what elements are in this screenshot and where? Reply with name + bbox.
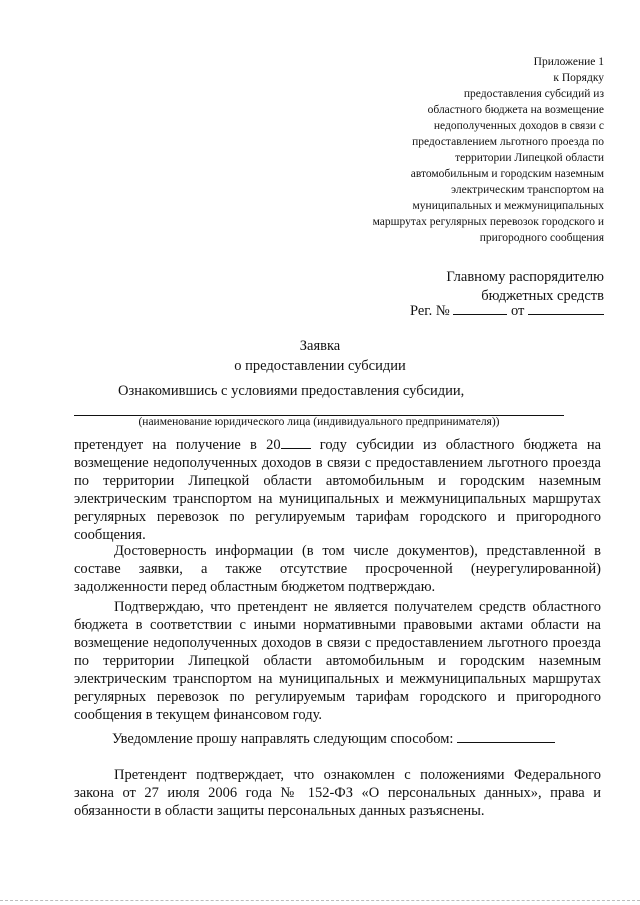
- notification-line: [112, 730, 555, 748]
- appendix-line: недополученных доходов в связи с: [433, 120, 604, 132]
- appendix-line: к Порядку: [553, 72, 604, 84]
- paragraph-2: Достоверность информации (в том числе документов), представленной в составе заявки, а также отсутствие просроченной (неурегулированной) задолженности перед областным бюджетом подтверждаю.: [74, 543, 601, 595]
- paragraph-1-rest: году субсидии из областного бюджета на возмещение недополученных доходов в связи с предоставлением льготного проезда по территории Липецкой области автомобильным и городским наземным электрическим транспортом на муниципальных и межмуниципальных маршрутах регулярных перевозок по регулируемым тарифам городского и пригородного сообщения.: [74, 437, 602, 543]
- scan-edge-divider: [0, 900, 640, 901]
- appendix-line: областного бюджета на возмещение: [427, 104, 604, 116]
- appendix-line: муниципальных и межмуниципальных: [412, 200, 604, 212]
- reg-date-label: от: [510, 303, 525, 319]
- application-subtitle: о предоставлении субсидии: [234, 358, 406, 374]
- reg-number-label: Рег. №: [410, 303, 450, 319]
- application-title: Заявка: [299, 338, 341, 354]
- paragraph-3: Подтверждаю, что претендент не является получателем средств областного бюджета в соответствии с иными нормативными правовыми актами области на возмещение недополученных доходов в связи с предоставлением льготного проезда по территории Липецкой области автомобильным и городским наземным электрическим транспортом на муниципальных и межмуниципальных маршрутах регулярных перевозок по регулируемым тарифам городского и пригородного сообщения в текущем финансовом году.: [74, 599, 601, 723]
- appendix-line: пригородного сообщения: [479, 232, 604, 244]
- appendix-line: маршрутах регулярных перевозок городского и: [372, 216, 604, 228]
- appendix-header: [304, 54, 604, 246]
- recipient-line-1: Главному распорядителю: [446, 269, 604, 285]
- appendix-line: автомобильным и городским наземным: [410, 168, 604, 180]
- applicant-name-caption: (наименование юридического лица (индивидуального предпринимателя)): [138, 416, 500, 428]
- reg-number-blank[interactable]: [453, 302, 507, 315]
- paragraph-1: [74, 436, 601, 544]
- appendix-line: электрическим транспортом на: [451, 184, 604, 196]
- notification-label: Уведомление прошу направлять следующим способом:: [112, 731, 454, 747]
- year-blank[interactable]: [281, 436, 311, 449]
- appendix-line: предоставления субсидий из: [463, 88, 604, 100]
- reg-date-blank[interactable]: [528, 302, 604, 315]
- appendix-line: территории Липецкой области: [455, 152, 604, 164]
- notification-method-blank[interactable]: [457, 730, 555, 743]
- intro-text: Ознакомившись с условиями предоставления субсидии,: [118, 383, 465, 399]
- appendix-line: Приложение 1: [533, 56, 604, 68]
- appendix-line: предоставлением льготного проезда по: [412, 136, 604, 148]
- recipient-block: [446, 268, 604, 306]
- recipient-line-2: бюджетных средств: [481, 288, 604, 304]
- paragraph-1-start: претендует на получение в 20: [74, 437, 281, 453]
- registration-line: [410, 302, 604, 320]
- paragraph-4: Претендент подтверждает, что ознакомлен с положениями Федерального закона от 27 июля 2006 года № 152-ФЗ «О персональных данных», права и обязанности в области защиты персональных данных разъяснены.: [74, 767, 601, 819]
